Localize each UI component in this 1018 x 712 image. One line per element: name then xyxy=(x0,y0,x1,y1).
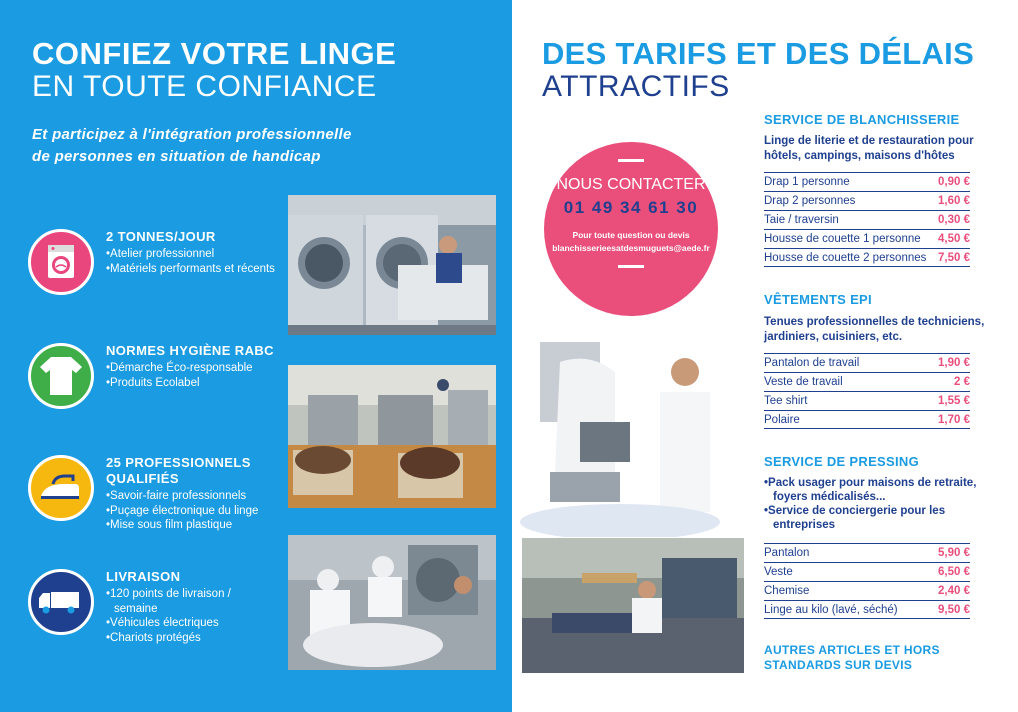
list-item: • Service de conciergerie pour les entreprises xyxy=(764,504,989,532)
contact-circle xyxy=(544,142,718,316)
price-row: Drap 2 personnes 1,60 € xyxy=(764,191,970,210)
price-row: Pantalon de travail 1,90 € xyxy=(764,353,970,372)
blanchisserie-desc: Linge de literie et de restauration pour hôtels, campings, maisons d'hôtes xyxy=(764,135,974,162)
iron-icon xyxy=(28,455,94,521)
left-subtitle: Et participez à l'intégration professionnelle de personnes en situation de handicap xyxy=(32,126,352,165)
price-row: Housse de couette 1 personne 4,50 € xyxy=(764,229,970,248)
blanchisserie-price-table xyxy=(764,172,970,267)
feature-title: NORMES HYGIÈNE RABC xyxy=(106,343,274,358)
feature-title: 25 PROFESSIONNELS QUALIFIÉS xyxy=(106,455,251,486)
epi-price-table xyxy=(764,353,970,429)
feature-title: LIVRAISON xyxy=(106,569,181,584)
price-row: Housse de couette 2 personnes 7,50 € xyxy=(764,248,970,267)
price-row: Polaire 1,70 € xyxy=(764,410,970,429)
feature-item: • Puçage électronique du linge xyxy=(106,504,276,519)
feature-item: • Atelier professionnel xyxy=(106,247,276,262)
right-title-bold: DES TARIFS ET DES DÉLAIS xyxy=(542,36,975,71)
epi-title: VÊTEMENTS EPI xyxy=(764,292,872,307)
divider xyxy=(618,265,644,268)
pressing-title: SERVICE DE PRESSING xyxy=(764,454,920,469)
price-row: Pantalon 5,90 € xyxy=(764,543,970,562)
epi-desc: Tenues professionnelles de techniciens, jardiniers, cuisiniers, etc. xyxy=(764,316,985,343)
price-row: Linge au kilo (lavé, séché) 9,50 € xyxy=(764,600,970,619)
delivery-truck-icon xyxy=(28,569,94,635)
laundry-workshop-photo xyxy=(288,365,496,508)
laundry-staff-photo xyxy=(288,535,496,670)
feature-item: • Véhicules électriques xyxy=(106,616,276,631)
folding-photo xyxy=(522,538,744,673)
left-title-light: EN TOUTE CONFIANCE xyxy=(32,70,377,103)
price-row: Veste 6,50 € xyxy=(764,562,970,581)
contact-question: Pour toute question ou devis xyxy=(572,230,690,240)
right-title-light: ATTRACTIFS xyxy=(542,70,730,103)
t-shirt-icon xyxy=(28,343,94,409)
feature-item: • Matériels performants et récents xyxy=(106,262,276,277)
feature-item: • Démarche Éco-responsable xyxy=(106,361,276,376)
contact-email[interactable]: blanchisserieesatdesmuguets@aede.fr xyxy=(552,243,710,253)
right-panel xyxy=(512,0,1018,712)
feature-item: • Savoir-faire professionnels xyxy=(106,489,276,504)
pressing-list xyxy=(764,476,989,532)
feature-item: • Chariots protégés xyxy=(106,631,276,646)
pressing-price-table xyxy=(764,543,970,619)
price-row: Drap 1 personne 0,90 € xyxy=(764,172,970,191)
washing-machine-icon xyxy=(28,229,94,295)
feature-item: • Produits Ecolabel xyxy=(106,376,276,391)
blanchisserie-title: SERVICE DE BLANCHISSERIE xyxy=(764,112,960,127)
feature-item: • 120 points de livraison / semaine xyxy=(106,587,276,616)
footer-note: AUTRES ARTICLES ET HORS STANDARDS SUR DEVIS xyxy=(764,643,940,672)
price-row: Tee shirt 1,55 € xyxy=(764,391,970,410)
contact-phone[interactable]: 01 49 34 61 30 xyxy=(563,198,699,217)
feature-item: • Mise sous film plastique xyxy=(106,518,276,533)
left-title-bold: CONFIEZ VOTRE LINGE xyxy=(32,36,397,71)
feature-title: 2 TONNES/JOUR xyxy=(106,229,216,244)
divider xyxy=(618,159,644,162)
contact-label: NOUS CONTACTER xyxy=(556,176,706,193)
price-row: Chemise 2,40 € xyxy=(764,581,970,600)
list-item: • Pack usager pour maisons de retraite, foyers médicalisés... xyxy=(764,476,989,504)
price-row: Veste de travail 2 € xyxy=(764,372,970,391)
price-row: Taie / traversin 0,30 € xyxy=(764,210,970,229)
ironing-photo xyxy=(520,322,720,537)
laundry-machines-photo xyxy=(288,195,496,335)
